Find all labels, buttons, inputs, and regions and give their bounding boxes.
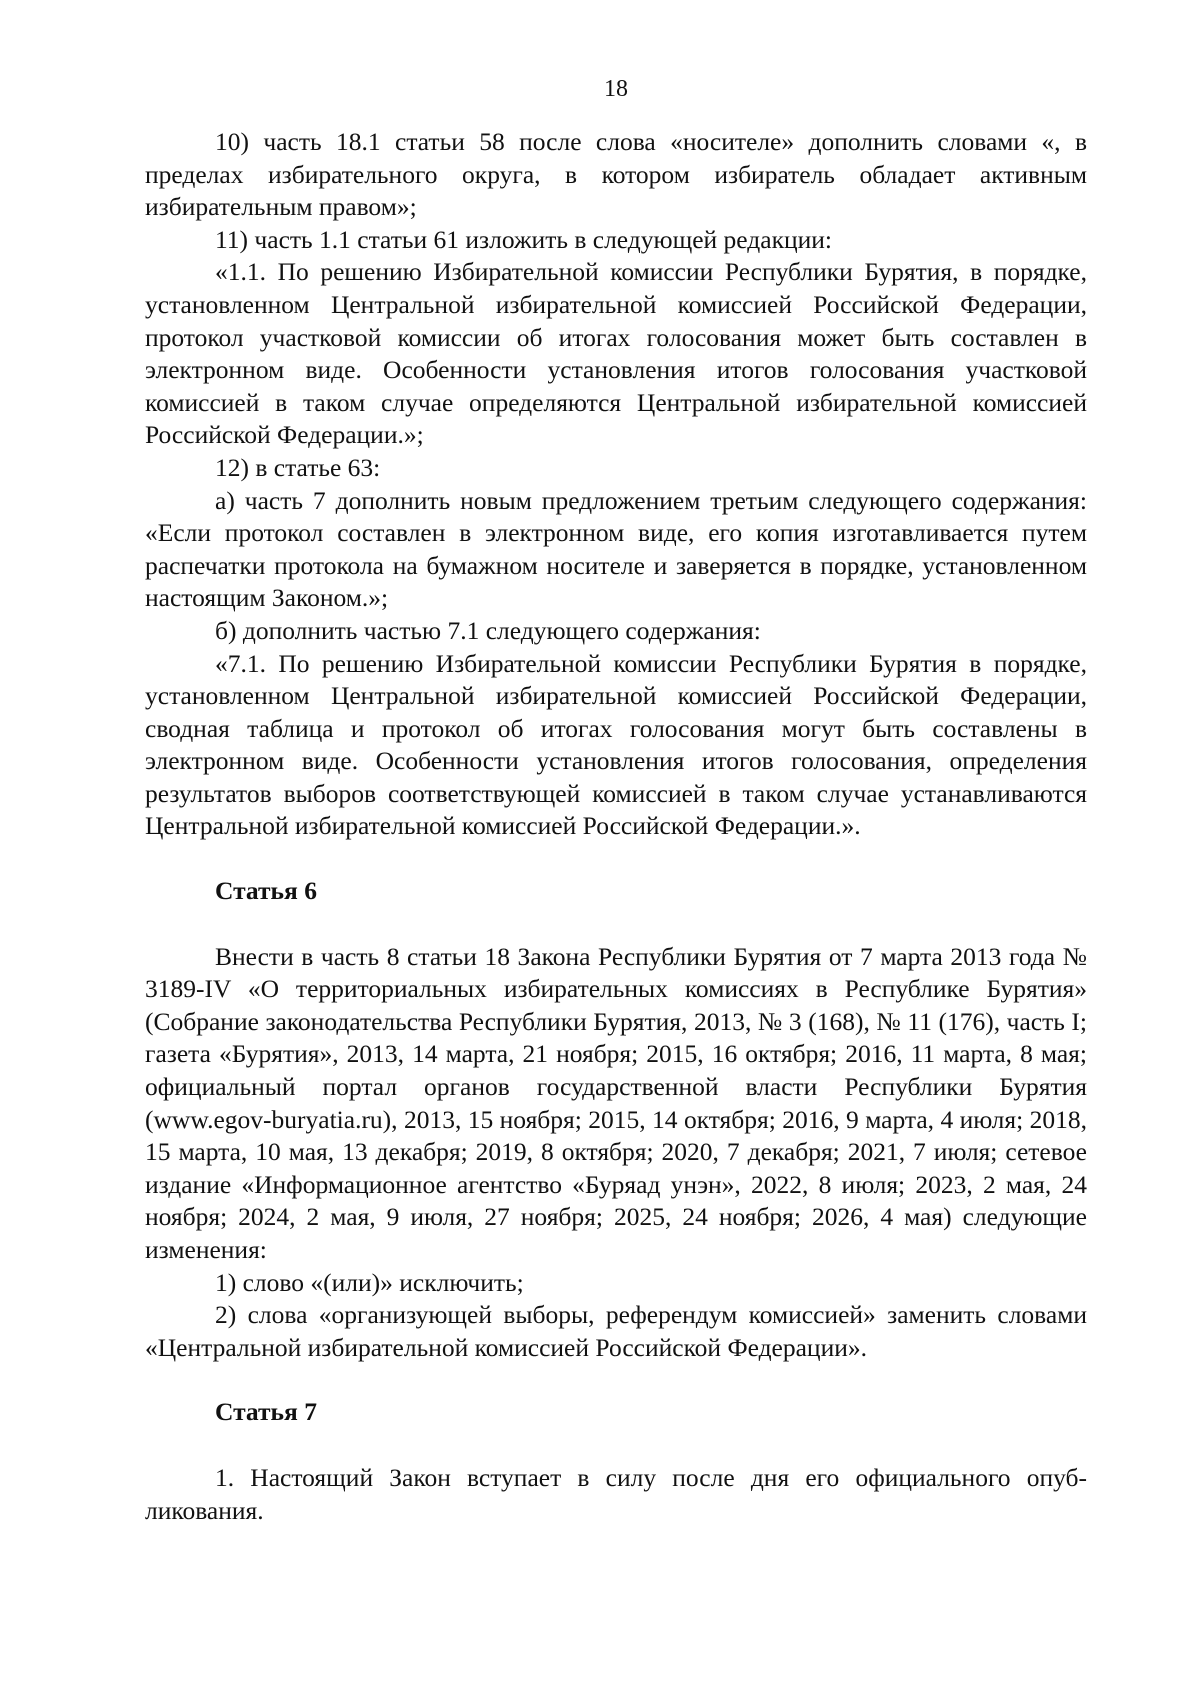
paragraph-quote-1-1: «1.1. По решению Избирательной комиссии Республики Бурятия, в порядке, установленном Центральной избирательной комиссией Российской Федерации, протокол участковой комиссии об итогах голосования может быть составлен в электронном виде. Особенности установления итогов голосования участковой комиссией в таком случае определяются Центральной избирательной комиссией Российской Федерации.»; [145,257,1087,450]
paragraph-subitem-b: б) дополнить частью 7.1 следующего содержания: [215,615,761,645]
article-7-item-1: 1. Настоящий Закон вступает в силу после дня его официального опубликования. [145,1462,1087,1525]
paragraph-item-12: 12) в статье 63: [215,452,381,482]
article-7-title: Статья 7 [215,1397,317,1427]
article-6-item-2: 2) слова «организующей выборы, референдум комиссией» заменить словами «Центральной избирательной комиссией Российской Федерации». [145,1300,1087,1362]
article-6-item-1: 1) слово «(или)» исключить; [215,1267,524,1297]
page-number: 18 [604,76,628,102]
article-6-intro: Внести в часть 8 статьи 18 Закона Республики Бурятия от 7 марта 2013 года № 3189-IV «О территориальных избирательных комиссиях в Республике Бурятия» (Собрание законодательства Республики Бурятия, 2013, № 3 (168), № 11 (176), часть I; газета «Бурятия», 2013, 14 марта, 21 ноября; 2015, 16 октября; 2016, 11 марта, 8 мая; официальный портал органов государственной власти Республики Бурятия (www.egov-buryatia.ru), 2013, 15 ноября; 2015, 14 октября; 2016, 9 марта, 4 июля; 2018, 15 марта, 10 мая, 13 декабря; 2019, 8 октября; 2020, 7 декабря; 2021, 7 июля; сетевое издание «Информационное агентство «Буряад унэн», 2022, 8 июля; 2023, 2 мая, 24 ноября; 2024, 2 мая, 9 июля, 27 ноября; 2025, 24 ноября; 2026, 4 мая) следующие изменения: [145,941,1087,1264]
paragraph-item-11: 11) часть 1.1 статьи 61 изложить в следующей редакции: [215,224,832,254]
paragraph-item-10: 10) часть 18.1 статьи 58 после слова «носителе» дополнить словами «, в пределах избирательного округа, в котором избиратель обладает активным избирательным правом»; [145,127,1087,222]
article-6-title: Статья 6 [215,876,317,906]
paragraph-subitem-a: а) часть 7 дополнить новым предложением третьим следующего содержания: «Если протокол составлен в электронном виде, его копия изготавливается путем распечатки протокола на бумажном носителе и заверяется в порядке, установленном настоящим Законом.»; [145,485,1087,613]
document-body [145,126,1087,1527]
paragraph-quote-7-1: «7.1. По решению Избирательной комиссии Республики Бурятия в порядке, установленном Центральной избирательной комиссией Российской Федерации, сводная таблица и протокол об итогах голосования могут быть составлены в электронном виде. Особенности установления итогов голосования, определения результатов выборов соответствующей комиссией в таком случае устанавливаются Центральной избирательной комиссией Российской Федерации.». [145,648,1087,841]
